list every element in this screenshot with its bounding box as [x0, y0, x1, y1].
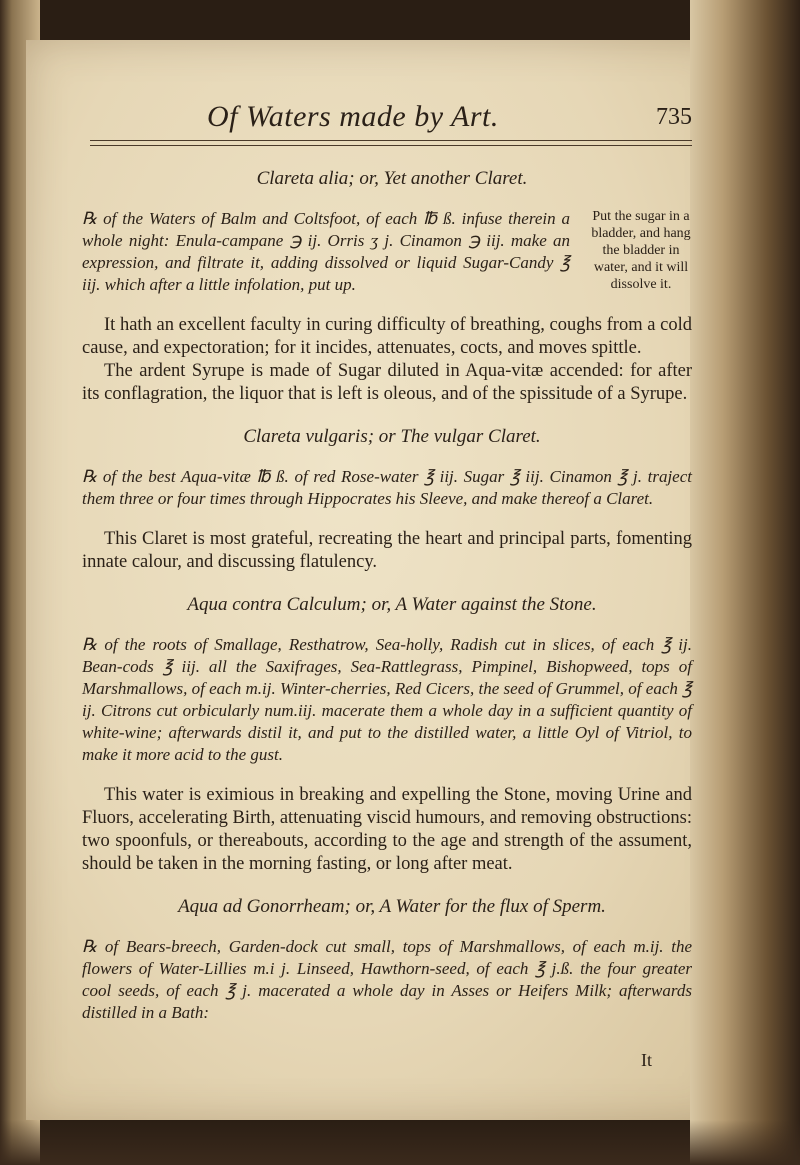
section-heading: Clareta vulgaris; or The vulgar Claret. [243, 426, 541, 447]
page-bottom-shadow [0, 1120, 800, 1165]
body-paragraph: This water is eximious in breaking and expelling the Stone, moving Urine and Fluors, accelerating Birth, attenuating viscid humours, and removing obstructions: two spoonfuls, or thereabouts, according to the age and strength of the assument, should be taken in the morning fasting, or long after meat. [82, 785, 692, 874]
body-paragraph: It hath an excellent faculty in curing difficulty of breathing, coughs from a cold cause, and expectoration; for it incides, attenuates, cocts, and moves spittle. [82, 315, 692, 358]
body-paragraph: This Claret is most grateful, recreating the heart and principal parts, fomenting innate calour, and discussing flatulency. [82, 529, 692, 572]
recipe-block [82, 208, 692, 296]
section-aqua-ad-gonorrheam [82, 896, 692, 1024]
section-heading: Aqua contra Calculum; or, A Water against the Stone. [187, 594, 597, 615]
margin-note: Put the sugar in a bladder, and hang the bladder in water, and it will dissolve it. [591, 209, 691, 292]
section-heading: Aqua ad Gonorrheam; or, A Water for the flux of Sperm. [178, 896, 606, 917]
catchword: It [641, 1050, 652, 1070]
page-header [82, 100, 692, 148]
page-number: 735 [656, 104, 692, 130]
section-clareta-alia [82, 168, 692, 406]
running-head: Of Waters made by Art. [207, 100, 499, 133]
page-edge [690, 0, 800, 1165]
body-paragraph: The ardent Syrupe is made of Sugar diluted in Aqua-vitæ accended: for after its conflagration, the liquor that is left is oleous, and of the spissitude of a Syrupe. [82, 361, 692, 404]
recipe-text: ℞ of Bears-breech, Garden-dock cut small, tops of Marshmallows, of each m.ij. the flowers of Water-Lillies m.i j. Linseed, Hawthorn-seed, of each ℥ j.ß. the four greater cool seeds, of each ℥ j. macerated a whole day in Asses or Heifers Milk; afterwards distilled in a Bath: [82, 937, 692, 1022]
recipe-text: ℞ of the best Aqua-vitæ ℔ ß. of red Rose-water ℥ iij. Sugar ℥ iij. Cinamon ℥ j. traject them three or four times through Hippocrates his Sleeve, and make thereof a Claret. [82, 467, 692, 508]
section-aqua-contra-calculum [82, 594, 692, 876]
header-rule [90, 140, 692, 146]
page-content [82, 100, 692, 1071]
section-heading: Clareta alia; or, Yet another Claret. [256, 168, 528, 189]
section-clareta-vulgaris [82, 426, 692, 574]
recipe-text: ℞ of the roots of Smallage, Resthatrow, Sea-holly, Radish cut in slices, of each ℥ ij. Bean-cods ℥ iij. all the Saxifrages, Sea-Rattlegrass, Pimpinel, Bishopweed, tops of Marshmallows, of each m.ij. Winter-cherries, Red Cicers, the seed of Grummel, of each ℥ ij. Citrons cut orbicularly num.iij. macerate them a whole day in a sufficient quantity of white-wine; afterwards distil it, and put to the distilled water, a little Oyl of Vitriol, to make it more acid to the gust. [82, 635, 692, 764]
recipe-text: ℞ of the Waters of Balm and Coltsfoot, of each ℔ ß. infuse therein a whole night: Enula-campane ℈ ij. Orris ʒ j. Cinamon ℈ iij. make an expression, and filtrate it, adding dissolved or liquid Sugar-Candy ℥ iij. which after a little infolation, put up. [82, 209, 570, 294]
